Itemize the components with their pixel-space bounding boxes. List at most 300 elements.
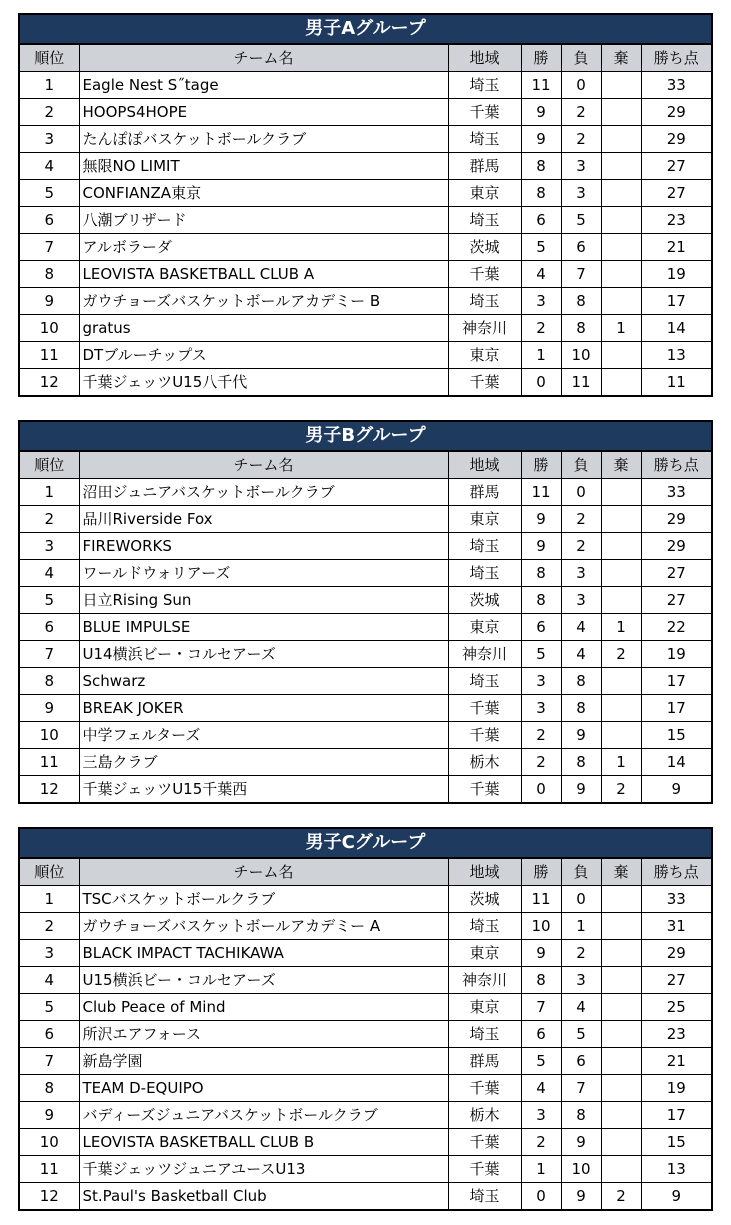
region-cell: 神奈川 [448,967,521,994]
forfeits-cell [601,234,641,261]
losses-cell: 6 [561,1048,601,1075]
team-name-cell: ワールドウォリアーズ [79,560,448,587]
losses-cell: 1 [561,913,601,940]
rank-cell: 2 [19,99,79,126]
team-name-cell: ガウチョーズバスケットボールアカデミー B [79,288,448,315]
region-cell: 東京 [448,180,521,207]
points-cell: 33 [641,886,712,913]
forfeits-cell [601,913,641,940]
rank-cell: 6 [19,207,79,234]
header-losses: 負 [561,858,601,886]
table-row [19,72,712,99]
points-cell: 21 [641,1048,712,1075]
table-row [19,614,712,641]
wins-cell: 3 [521,668,561,695]
wins-cell: 2 [521,315,561,342]
team-name-cell: St.Paul's Basketball Club [79,1183,448,1211]
table-row [19,1156,712,1183]
table-row [19,234,712,261]
table-row [19,1021,712,1048]
wins-cell: 2 [521,722,561,749]
table-row [19,1129,712,1156]
header-forfeits: 棄 [601,451,641,479]
header-region: 地域 [448,44,521,72]
team-name-cell: U14横浜ビー・コルセアーズ [79,641,448,668]
region-cell: 栃木 [448,1102,521,1129]
wins-cell: 1 [521,1156,561,1183]
rank-cell: 1 [19,886,79,913]
forfeits-cell [601,207,641,234]
team-name-cell: 品川Riverside Fox [79,506,448,533]
region-cell: 埼玉 [448,288,521,315]
points-cell: 27 [641,180,712,207]
forfeits-cell [601,967,641,994]
rank-cell: 10 [19,315,79,342]
table-row [19,506,712,533]
wins-cell: 8 [521,560,561,587]
forfeits-cell: 2 [601,1183,641,1211]
rank-cell: 11 [19,1156,79,1183]
header-region: 地域 [448,451,521,479]
points-cell: 29 [641,506,712,533]
table-row [19,749,712,776]
forfeits-cell [601,72,641,99]
table-row [19,668,712,695]
region-cell: 千葉 [448,99,521,126]
rank-cell: 1 [19,479,79,506]
rank-cell: 6 [19,614,79,641]
region-cell: 千葉 [448,695,521,722]
region-cell: 茨城 [448,587,521,614]
wins-cell: 3 [521,695,561,722]
team-name-cell: BLACK IMPACT TACHIKAWA [79,940,448,967]
rank-cell: 2 [19,506,79,533]
forfeits-cell [601,506,641,533]
forfeits-cell [601,180,641,207]
wins-cell: 0 [521,1183,561,1211]
team-name-cell: TSCバスケットボールクラブ [79,886,448,913]
points-cell: 15 [641,722,712,749]
wins-cell: 10 [521,913,561,940]
rank-cell: 9 [19,1102,79,1129]
table-row [19,641,712,668]
losses-cell: 3 [561,560,601,587]
team-name-cell: バディーズジュニアバスケットボールクラブ [79,1102,448,1129]
points-cell: 27 [641,153,712,180]
forfeits-cell [601,695,641,722]
points-cell: 29 [641,126,712,153]
losses-cell: 2 [561,533,601,560]
header-team: チーム名 [79,44,448,72]
group-title: 男子Bグループ [19,421,712,451]
table-row [19,695,712,722]
team-name-cell: BREAK JOKER [79,695,448,722]
forfeits-cell [601,126,641,153]
column-header-row [19,858,712,886]
table-row [19,913,712,940]
wins-cell: 8 [521,587,561,614]
rank-cell: 5 [19,587,79,614]
rank-cell: 7 [19,1048,79,1075]
forfeits-cell: 2 [601,776,641,804]
team-name-cell: 千葉ジェッツU15八千代 [79,369,448,397]
team-name-cell: 三島クラブ [79,749,448,776]
points-cell: 19 [641,1075,712,1102]
team-name-cell: HOOPS4HOPE [79,99,448,126]
losses-cell: 3 [561,967,601,994]
rank-cell: 12 [19,1183,79,1211]
team-name-cell: 千葉ジェッツジュニアユースU13 [79,1156,448,1183]
points-cell: 17 [641,1102,712,1129]
team-name-cell: 沼田ジュニアバスケットボールクラブ [79,479,448,506]
rank-cell: 3 [19,533,79,560]
points-cell: 29 [641,533,712,560]
table-row [19,180,712,207]
losses-cell: 6 [561,234,601,261]
region-cell: 群馬 [448,1048,521,1075]
losses-cell: 2 [561,99,601,126]
rank-cell: 6 [19,1021,79,1048]
region-cell: 神奈川 [448,315,521,342]
rank-cell: 9 [19,288,79,315]
rank-cell: 4 [19,967,79,994]
region-cell: 埼玉 [448,913,521,940]
region-cell: 埼玉 [448,668,521,695]
region-cell: 千葉 [448,776,521,804]
table-row [19,533,712,560]
header-rank: 順位 [19,451,79,479]
points-cell: 33 [641,72,712,99]
losses-cell: 10 [561,342,601,369]
team-name-cell: 中学フェルターズ [79,722,448,749]
losses-cell: 7 [561,1075,601,1102]
region-cell: 埼玉 [448,533,521,560]
group-b-table [18,420,711,804]
table-row [19,994,712,1021]
forfeits-cell [601,1129,641,1156]
wins-cell: 7 [521,994,561,1021]
region-cell: 東京 [448,342,521,369]
region-cell: 群馬 [448,479,521,506]
table-row [19,315,712,342]
losses-cell: 9 [561,722,601,749]
forfeits-cell [601,560,641,587]
points-cell: 14 [641,749,712,776]
forfeits-cell [601,886,641,913]
forfeits-cell: 2 [601,641,641,668]
region-cell: 埼玉 [448,1183,521,1211]
header-wins: 勝 [521,858,561,886]
table-row [19,126,712,153]
losses-cell: 8 [561,668,601,695]
team-name-cell: TEAM D-EQUIPO [79,1075,448,1102]
losses-cell: 7 [561,261,601,288]
header-region: 地域 [448,858,521,886]
points-cell: 13 [641,342,712,369]
rank-cell: 4 [19,560,79,587]
wins-cell: 5 [521,234,561,261]
forfeits-cell [601,288,641,315]
header-points: 勝ち点 [641,451,712,479]
table-row [19,288,712,315]
region-cell: 茨城 [448,886,521,913]
table-row [19,369,712,397]
losses-cell: 8 [561,1102,601,1129]
losses-cell: 9 [561,776,601,804]
header-forfeits: 棄 [601,44,641,72]
points-cell: 22 [641,614,712,641]
points-cell: 25 [641,994,712,1021]
losses-cell: 2 [561,506,601,533]
rank-cell: 8 [19,1075,79,1102]
table-row [19,99,712,126]
points-cell: 31 [641,913,712,940]
losses-cell: 0 [561,72,601,99]
losses-cell: 2 [561,126,601,153]
points-cell: 23 [641,207,712,234]
forfeits-cell [601,1102,641,1129]
team-name-cell: LEOVISTA BASKETBALL CLUB B [79,1129,448,1156]
wins-cell: 0 [521,776,561,804]
group-c-table [18,827,711,1211]
rank-cell: 3 [19,940,79,967]
rank-cell: 5 [19,180,79,207]
forfeits-cell [601,1075,641,1102]
losses-cell: 4 [561,641,601,668]
header-losses: 負 [561,451,601,479]
header-team: チーム名 [79,858,448,886]
rank-cell: 4 [19,153,79,180]
team-name-cell: 所沢エアフォース [79,1021,448,1048]
losses-cell: 5 [561,207,601,234]
forfeits-cell [601,587,641,614]
rank-cell: 9 [19,695,79,722]
points-cell: 19 [641,261,712,288]
table-row [19,1048,712,1075]
table-row [19,153,712,180]
team-name-cell: Eagle Nest S˝tage [79,72,448,99]
wins-cell: 11 [521,886,561,913]
losses-cell: 0 [561,479,601,506]
group-title-row [19,828,712,858]
region-cell: 埼玉 [448,560,521,587]
forfeits-cell [601,99,641,126]
wins-cell: 9 [521,99,561,126]
forfeits-cell: 1 [601,749,641,776]
rank-cell: 10 [19,722,79,749]
wins-cell: 2 [521,1129,561,1156]
region-cell: 群馬 [448,153,521,180]
forfeits-cell [601,1021,641,1048]
wins-cell: 8 [521,180,561,207]
losses-cell: 8 [561,695,601,722]
points-cell: 19 [641,641,712,668]
losses-cell: 9 [561,1183,601,1211]
region-cell: 千葉 [448,1156,521,1183]
standings-table [18,13,713,397]
rank-cell: 11 [19,749,79,776]
points-cell: 17 [641,695,712,722]
points-cell: 14 [641,315,712,342]
header-rank: 順位 [19,858,79,886]
table-row [19,776,712,804]
points-cell: 17 [641,668,712,695]
rank-cell: 7 [19,234,79,261]
team-name-cell: gratus [79,315,448,342]
losses-cell: 10 [561,1156,601,1183]
region-cell: 東京 [448,614,521,641]
region-cell: 千葉 [448,369,521,397]
team-name-cell: 八潮ブリザード [79,207,448,234]
wins-cell: 9 [521,940,561,967]
header-forfeits: 棄 [601,858,641,886]
team-name-cell: CONFIANZA東京 [79,180,448,207]
rank-cell: 3 [19,126,79,153]
wins-cell: 3 [521,288,561,315]
region-cell: 神奈川 [448,641,521,668]
header-points: 勝ち点 [641,44,712,72]
rank-cell: 12 [19,369,79,397]
table-row [19,940,712,967]
team-name-cell: 日立Rising Sun [79,587,448,614]
wins-cell: 4 [521,1075,561,1102]
points-cell: 29 [641,940,712,967]
forfeits-cell [601,722,641,749]
points-cell: 13 [641,1156,712,1183]
wins-cell: 6 [521,614,561,641]
header-rank: 順位 [19,44,79,72]
region-cell: 埼玉 [448,72,521,99]
forfeits-cell: 1 [601,315,641,342]
rank-cell: 8 [19,668,79,695]
team-name-cell: Schwarz [79,668,448,695]
rank-cell: 2 [19,913,79,940]
losses-cell: 5 [561,1021,601,1048]
losses-cell: 4 [561,994,601,1021]
table-row [19,1075,712,1102]
header-wins: 勝 [521,451,561,479]
table-row [19,587,712,614]
table-row [19,560,712,587]
table-row [19,479,712,506]
rank-cell: 10 [19,1129,79,1156]
team-name-cell: LEOVISTA BASKETBALL CLUB A [79,261,448,288]
team-name-cell: アルボラーダ [79,234,448,261]
standings-table [18,827,713,1211]
wins-cell: 3 [521,1102,561,1129]
points-cell: 27 [641,967,712,994]
points-cell: 9 [641,776,712,804]
table-row [19,886,712,913]
rank-cell: 12 [19,776,79,804]
wins-cell: 0 [521,369,561,397]
team-name-cell: DTブルーチップス [79,342,448,369]
rank-cell: 11 [19,342,79,369]
table-row [19,1183,712,1211]
wins-cell: 11 [521,479,561,506]
table-row [19,1102,712,1129]
header-points: 勝ち点 [641,858,712,886]
wins-cell: 2 [521,749,561,776]
region-cell: 千葉 [448,1129,521,1156]
losses-cell: 3 [561,153,601,180]
points-cell: 23 [641,1021,712,1048]
points-cell: 29 [641,99,712,126]
losses-cell: 11 [561,369,601,397]
team-name-cell: 新島学園 [79,1048,448,1075]
forfeits-cell [601,533,641,560]
forfeits-cell [601,342,641,369]
team-name-cell: たんぽぽバスケットボールクラブ [79,126,448,153]
losses-cell: 0 [561,886,601,913]
wins-cell: 1 [521,342,561,369]
forfeits-cell: 1 [601,614,641,641]
forfeits-cell [601,994,641,1021]
forfeits-cell [601,940,641,967]
header-losses: 負 [561,44,601,72]
wins-cell: 9 [521,533,561,560]
team-name-cell: BLUE IMPULSE [79,614,448,641]
group-title-row [19,421,712,451]
region-cell: 栃木 [448,749,521,776]
region-cell: 埼玉 [448,1021,521,1048]
region-cell: 東京 [448,994,521,1021]
rank-cell: 7 [19,641,79,668]
table-row [19,342,712,369]
points-cell: 27 [641,587,712,614]
losses-cell: 8 [561,749,601,776]
standings-table [18,420,713,804]
region-cell: 茨城 [448,234,521,261]
team-name-cell: 千葉ジェッツU15千葉西 [79,776,448,804]
forfeits-cell [601,1156,641,1183]
region-cell: 埼玉 [448,207,521,234]
losses-cell: 3 [561,180,601,207]
wins-cell: 4 [521,261,561,288]
losses-cell: 3 [561,587,601,614]
team-name-cell: FIREWORKS [79,533,448,560]
losses-cell: 2 [561,940,601,967]
group-title-row [19,14,712,44]
forfeits-cell [601,1048,641,1075]
points-cell: 15 [641,1129,712,1156]
table-row [19,967,712,994]
forfeits-cell [601,369,641,397]
region-cell: 東京 [448,940,521,967]
group-a-table [18,13,711,397]
losses-cell: 9 [561,1129,601,1156]
wins-cell: 9 [521,506,561,533]
region-cell: 千葉 [448,261,521,288]
wins-cell: 8 [521,967,561,994]
wins-cell: 9 [521,126,561,153]
points-cell: 11 [641,369,712,397]
group-title: 男子Aグループ [19,14,712,44]
wins-cell: 8 [521,153,561,180]
region-cell: 千葉 [448,1075,521,1102]
table-row [19,722,712,749]
losses-cell: 8 [561,315,601,342]
rank-cell: 5 [19,994,79,1021]
losses-cell: 8 [561,288,601,315]
group-title: 男子Cグループ [19,828,712,858]
wins-cell: 6 [521,1021,561,1048]
team-name-cell: 無限NO LIMIT [79,153,448,180]
column-header-row [19,451,712,479]
table-row [19,207,712,234]
column-header-row [19,44,712,72]
forfeits-cell [601,668,641,695]
